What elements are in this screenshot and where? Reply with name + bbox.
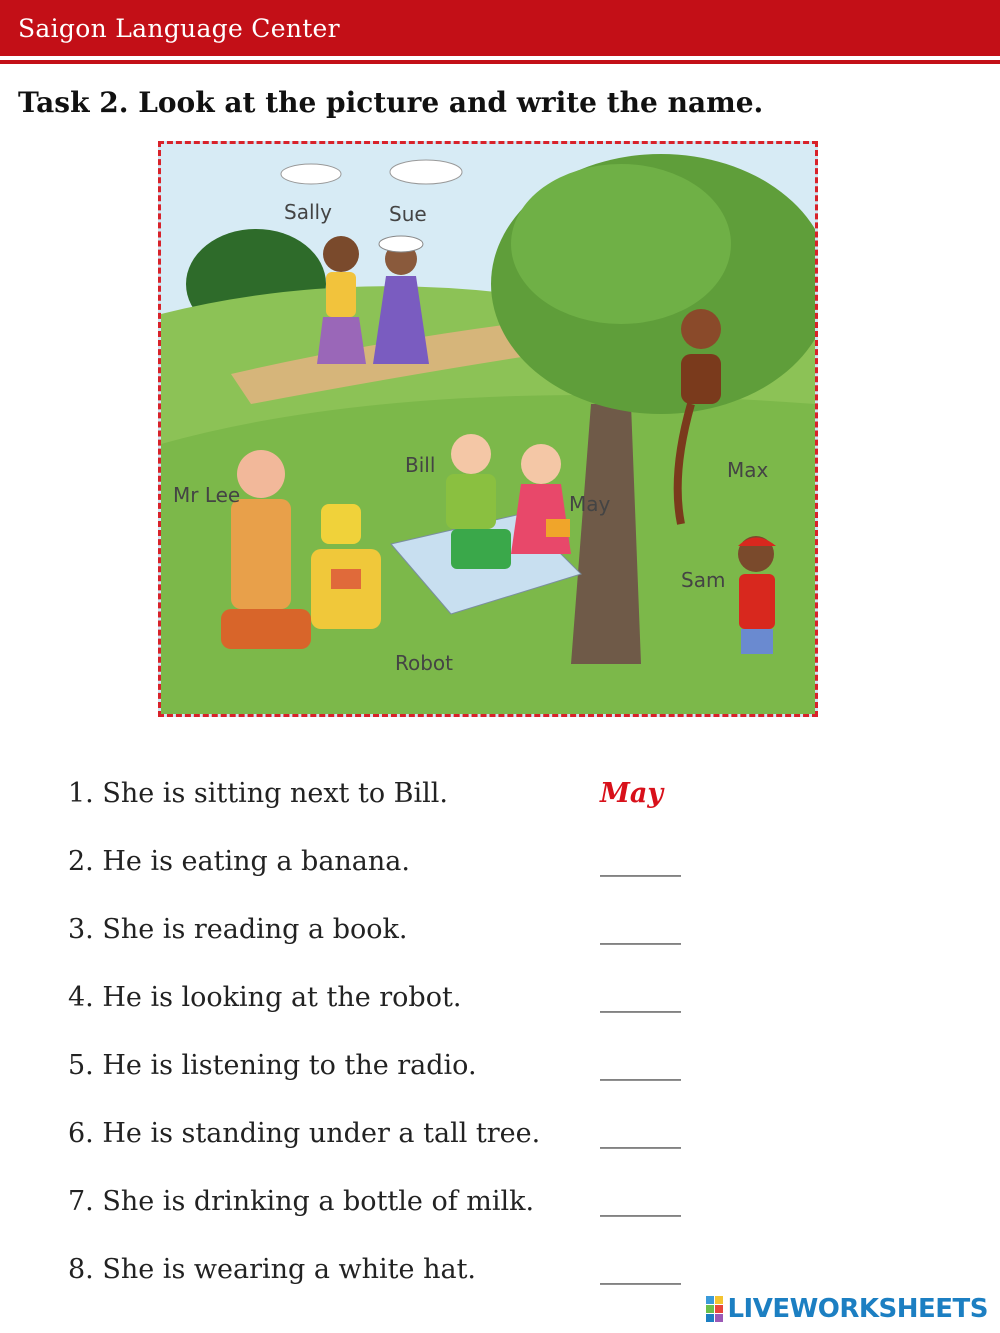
question-row <box>68 1246 768 1314</box>
tree-canopy <box>511 164 731 324</box>
answer-field[interactable]: ______ <box>600 914 681 945</box>
label-robot: Robot <box>395 651 454 675</box>
task-title: Task 2. Look at the picture and write the name. <box>18 86 764 119</box>
label-sally: Sally <box>284 200 332 224</box>
question-text: 3. She is reading a book. <box>68 914 408 945</box>
question-row <box>68 1178 768 1246</box>
question-text: 1. She is sitting next to Bill. <box>68 778 449 809</box>
question-row <box>68 770 768 838</box>
label-may: May <box>569 492 611 516</box>
label-sue: Sue <box>389 202 427 226</box>
question-text: 7. She is drinking a bottle of milk. <box>68 1186 535 1217</box>
question-row <box>68 1110 768 1178</box>
label-sam: Sam <box>681 568 726 592</box>
answer-field[interactable]: ______ <box>600 1050 681 1081</box>
question-text: 6. He is standing under a tall tree. <box>68 1118 541 1149</box>
answer-field[interactable]: ______ <box>600 982 681 1013</box>
answer-field[interactable]: ______ <box>600 1186 681 1217</box>
question-text: 2. He is eating a banana. <box>68 846 410 877</box>
header-title: Saigon Language Center <box>18 14 340 43</box>
question-list <box>68 770 768 1314</box>
answer-field[interactable]: ______ <box>600 846 681 877</box>
sam-figure <box>738 536 776 654</box>
cloud-icon <box>390 160 462 184</box>
question-row <box>68 1042 768 1110</box>
question-text: 4. He is looking at the robot. <box>68 982 462 1013</box>
question-text: 8. She is wearing a white hat. <box>68 1254 477 1285</box>
logo-grid-icon <box>706 1296 723 1322</box>
logo-text: LIVEWORKSHEETS <box>727 1294 988 1324</box>
label-mr-lee: Mr Lee <box>173 483 241 507</box>
header-rule <box>0 60 1000 64</box>
label-bill: Bill <box>405 453 436 477</box>
liveworksheets-logo[interactable] <box>706 1291 988 1327</box>
cloud-icon <box>281 164 341 184</box>
question-row <box>68 838 768 906</box>
answer-field[interactable]: ______ <box>600 1118 681 1149</box>
picture-frame <box>158 141 818 717</box>
question-text: 5. He is listening to the radio. <box>68 1050 477 1081</box>
question-row <box>68 906 768 974</box>
header-bar <box>0 0 1000 56</box>
answer-field[interactable]: May <box>600 778 664 809</box>
label-max: Max <box>727 458 769 482</box>
park-illustration <box>161 144 815 714</box>
answer-field[interactable]: ______ <box>600 1254 681 1285</box>
question-row <box>68 974 768 1042</box>
